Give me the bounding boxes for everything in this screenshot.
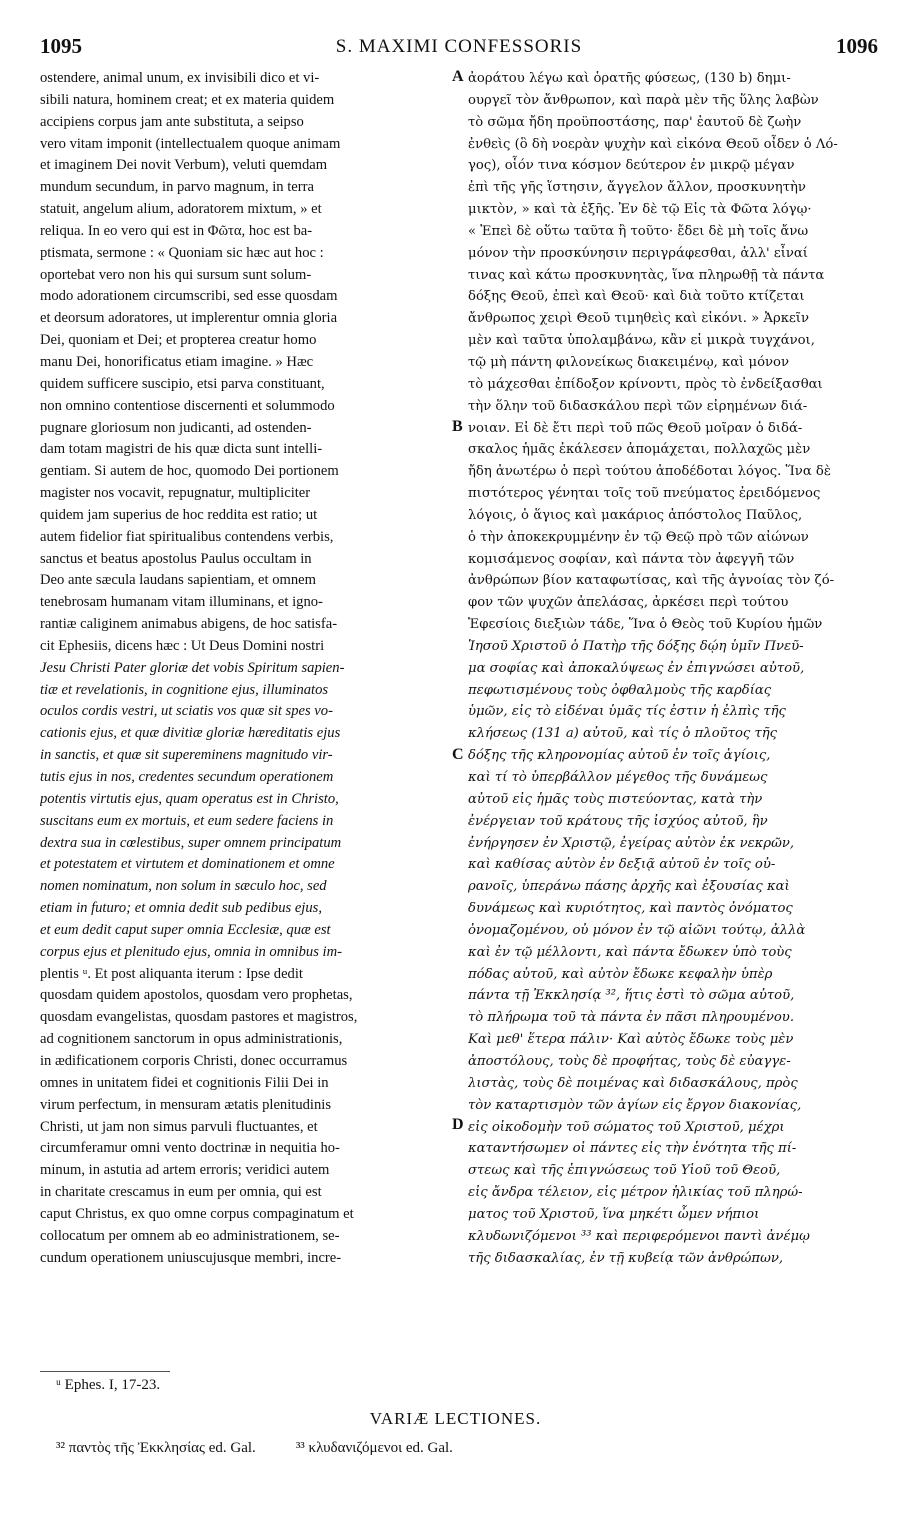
greek-line: ὁ τὴν ἀποκεκρυμμένην ἐν τῷ Θεῷ πρὸ τῶν αἰώνων (468, 529, 809, 545)
latin-line: quidem sufficere suscipio, etsi parva constituant, (40, 375, 325, 392)
greek-line: ἐνθεὶς (ὃ δὴ νοερὰν ψυχὴν καὶ εἰκόνα Θεοῦ οἶδεν ὁ Λό- (468, 136, 838, 152)
latin-line: tutis ejus in nos, credentes secundum operationem (40, 769, 334, 785)
greek-line: ἀποστόλους, τοὺς δὲ προφήτας, τοὺς δὲ εὐαγγε- (468, 1053, 791, 1069)
greek-line: φον τῶν ψυχῶν ἀπελάσας, ἀρκέσει περὶ τούτου (468, 595, 789, 611)
greek-line: τὸν καταρτισμὸν τῶν ἁγίων εἰς ἔργον διακονίας, (468, 1097, 802, 1113)
latin-line: minum, in astutia ad artem erroris; veridici autem (40, 1162, 330, 1179)
latin-line: quosdam evangelistas, quosdam pastores et magistros, (40, 1009, 358, 1026)
greek-line: ἐπὶ τῆς γῆς ἵστησιν, ἄγγελον ἄλλον, προσκυνητὴν (468, 180, 806, 196)
latin-line: in sanctis, et quæ sit supereminens magnitudo vir- (40, 747, 333, 764)
greek-line: κομισάμενος σοφίαν, καὶ πάντα τὸν ἀφεγγῆ τῶν (468, 551, 795, 567)
latin-line: cit Ephesiis, dicens hæc : Ut Deus Domini nostri (40, 637, 325, 654)
greek-line: κλυδωνιζόμενοι ³³ καὶ περιφερόμενοι παντὶ ἀνέμῳ (468, 1228, 810, 1244)
greek-line: μόνον τὴν προσκύνησιν περιγράφεσθαι, ἀλλ' εἶναί (468, 245, 808, 261)
latin-line: in charitate crescamus in eum per omnia, qui est (40, 1184, 322, 1201)
greek-line: ἀνθρώπων βίον καταφωτίσας, καὶ τῆς ἀγνοίας τὸν ζό- (468, 573, 835, 589)
latin-line: in ædificationem corporis Christi, donec occurramus (40, 1052, 348, 1069)
latin-line: pugnare gloriosum non judicanti, ad ostenden- (40, 419, 312, 436)
latin-line: et deorsum adoratores, ut implerentur omnia gloria (40, 310, 338, 327)
latin-line: caput Christus, ex quo omne corpus compaginatum et (40, 1205, 354, 1222)
latin-line: reliqua. In eo vero qui est in Φῶτα, hoc est ba- (40, 222, 313, 239)
greek-line: στεως καὶ τῆς ἐπιγνώσεως τοῦ Υἱοῦ τοῦ Θεοῦ, (468, 1163, 781, 1179)
latin-line: etiam in futuro; et omnia dedit sub pedibus ejus, (40, 900, 322, 917)
latin-line: Christi, ut jam non simus parvuli fluctuantes, et (40, 1118, 318, 1135)
latin-line: Dei, quoniam et Dei; et propterea creatur homo (40, 332, 317, 349)
latin-line: Deo ante sæcula laudans sapientiam, et omnem (40, 572, 316, 589)
latin-line: nomen nominatum, non solum in sæculo hoc, sed (40, 878, 327, 895)
greek-line: ἄνθρωπος χειρὶ Θεοῦ τιμηθεὶς καὶ εἰκόνι. » Ἀρκεῖν (468, 311, 809, 327)
latin-line: ad cognitionem sanctorum in opus administrationis, (40, 1031, 343, 1048)
latin-line: et potestatem et virtutem et dominationem et omne (40, 856, 335, 873)
latin-line: virum perfectum, in mensuram ætatis plenitudinis (40, 1096, 332, 1113)
greek-line: γος), οἷόν τινα κόσμον δεύτερον ἐν μικρῷ μέγαν (468, 158, 795, 174)
greek-line: τὸ σῶμα ἤδη προϋποστάσης, παρ' ἑαυτοῦ δὲ ζωὴν (468, 114, 802, 130)
footnote-rule (40, 1371, 170, 1372)
greek-line: μὲν καὶ ταῦτα ὑπολαμβάνω, κἂν εἰ μικρὰ τυγχάνοι, (468, 333, 815, 349)
latin-line: dam totam magistri de his quæ dicta sunt intelli- (40, 441, 323, 458)
greek-line: μικτὸν, » καὶ τὰ ἑξῆς. Ἐν δὲ τῷ Εἰς τὰ Φῶτα λόγῳ· (468, 202, 812, 218)
latin-line: oportebat vero non his qui sursum sunt solum- (40, 266, 312, 283)
greek-line: ουργεῖ τὸν ἄνθρωπον, καὶ παρὰ μὲν τῆς ὕλης λαβὼν (468, 92, 819, 108)
running-title: S. MAXIMI CONFESSORIS (335, 36, 583, 57)
greek-line: κλήσεως (131 a) αὐτοῦ, καὶ τίς ὁ πλοῦτος τῆς (468, 726, 778, 742)
greek-line: εἰς ἄνδρα τέλειον, εἰς μέτρον ἡλικίας τοῦ πληρώ- (468, 1185, 803, 1201)
latin-line: suscitans eum ex mortuis, et eum sedere faciens in (40, 812, 334, 829)
latin-line: cundum operationem uniuscujusque membri, incre- (40, 1249, 342, 1266)
greek-line: τῷ μὴ πάντη φιλονείκως διακειμένῳ, καὶ μόνον (468, 354, 789, 370)
greek-line: καταντήσωμεν οἱ πάντες εἰς τὴν ἑνότητα τῆς πί- (468, 1141, 797, 1157)
greek-line: πόδας αὐτοῦ, καὶ αὐτὸν ἔδωκε κεφαλὴν ὑπὲρ (468, 966, 773, 982)
footnote: ᵘ Ephes. I, 17-23. (56, 1377, 161, 1393)
latin-line: oculos cordis vestri, ut sciatis vos quæ sit spes vo- (40, 703, 333, 720)
latin-line: modo adorationem circumscribi, sed esse quosdam (40, 288, 338, 305)
latin-line: dextra sua in cœlestibus, super omnem principatum (40, 834, 342, 851)
greek-line: ὀνομαζομένου, οὐ μόνον ἐν τῷ αἰῶνι τούτῳ, ἀλλὰ (468, 922, 806, 938)
greek-line: « Ἐπεὶ δὲ οὕτω ταῦτα ἢ τοῦτο· ἔδει δὲ μὴ τοῖς ἄνω (468, 223, 809, 239)
greek-line: λιστὰς, τοὺς δὲ ποιμένας καὶ διδασκάλους, πρὸς (468, 1075, 798, 1091)
greek-line: Ἰησοῦ Χριστοῦ ὁ Πατὴρ τῆς δόξης δῴη ὑμῖν Πνεῦ- (468, 638, 804, 654)
margin-letter-a: A (452, 68, 464, 85)
variae-lectiones-title: VARIÆ LECTIONES. (369, 1409, 542, 1428)
greek-line: Καὶ μεθ' ἕτερα πάλιν· Καὶ αὐτὸς ἔδωκε τοὺς μὲν (468, 1032, 794, 1048)
margin-letter-c: C (452, 746, 464, 763)
variant-note-33: ³³ κλυδανιζόμενοι ed. Gal. (295, 1440, 453, 1456)
latin-column (40, 68, 448, 1269)
margin-letter-b: B (452, 418, 463, 435)
latin-line: autem fidelior fiat spiritualibus contendens verbis, (40, 528, 334, 545)
greek-line: ἐνήργησεν ἐν Χριστῷ, ἐγείρας αὐτὸν ἐκ νεκρῶν, (468, 835, 795, 851)
latin-line: et imaginem Dei novit Verbum), veluti quemdam (40, 157, 328, 174)
latin-line: vero vitam imponit (intellectualem quoque animam (40, 135, 341, 152)
greek-line: Ἐφεσίοις διεξιὼν τάδε, Ἵνα ὁ Θεὸς τοῦ Κυρίου ἡμῶν (468, 617, 823, 633)
greek-line: ἀοράτου λέγω καὶ ὁρατῆς φύσεως, (130 b) δημι- (468, 71, 791, 86)
greek-line: αὐτοῦ εἰς ἡμᾶς τοὺς πιστεύοντας, κατὰ τὴν (468, 791, 763, 807)
greek-line: πάντα τῇ Ἐκκλησίᾳ ³², ἥτις ἐστὶ τὸ σῶμα αὐτοῦ, (468, 988, 795, 1004)
latin-line: circumferamur omni vento doctrinæ in nequitia ho- (40, 1140, 340, 1157)
latin-line: tiæ et revelationis, in cognitione ejus, illuminatos (40, 681, 329, 698)
greek-line: τὴν ὅλην τοῦ διδασκάλου περὶ τῶν εἰρημένων διά- (468, 398, 808, 414)
latin-line: et eum dedit caput super omnia Ecclesiæ, quæ est (40, 921, 331, 938)
latin-line: corpus ejus et plenitudo ejus, omnia in omnibus im- (40, 943, 342, 960)
latin-line: ostendere, animal unum, ex invisibili dico et vi- (40, 70, 320, 86)
variant-note-32: ³² παντὸς τῆς Ἐκκλησίας ed. Gal. (56, 1440, 256, 1456)
latin-line: magister nos vocavit, repugnatur, multipliciter (40, 485, 311, 502)
greek-line: σκαλος ἡμᾶς ἐκάλεσεν ἀπομάχεται, πολλαχῶς μὲν (468, 442, 811, 458)
variae-lectiones (56, 1440, 453, 1457)
latin-line: manu Dei, honorificatus etiam imagine. » Hæc (40, 353, 314, 370)
greek-line: εἰς οἰκοδομὴν τοῦ σώματος τοῦ Χριστοῦ, μέχρι (468, 1119, 785, 1135)
greek-line: ρανοῖς, ὑπεράνω πάσης ἀρχῆς καὶ ἐξουσίας καὶ (468, 879, 790, 895)
greek-line: ὑμῶν, εἰς τὸ εἰδέναι ὑμᾶς τίς ἐστιν ἡ ἐλπὶς τῆς (468, 704, 786, 720)
greek-line: τινας καὶ κάτω προσκυνητὰς, ἵνα πληρωθῇ τὰ πάντα (468, 267, 825, 283)
latin-line: gentiam. Si autem de hoc, quomodo Dei portionem (40, 463, 339, 480)
greek-line: τῆς διδασκαλίας, ἐν τῇ κυβείᾳ τῶν ἀνθρώπων, (468, 1250, 784, 1266)
latin-line: quidem jam superius de hoc reddita est ratio; ut (40, 506, 318, 523)
latin-line: potentis virtutis ejus, quam operatus est in Christo, (40, 790, 339, 807)
greek-column (468, 68, 880, 1269)
greek-line: πιστότερος γένηται τοῖς τοῦ πνεύματος ἐρειδόμενος (468, 486, 821, 502)
latin-line: rantiæ caliginem animabus abigens, de hoc satisfa- (40, 616, 338, 633)
latin-line: Jesu Christi Pater gloriæ det vobis Spiritum sapien- (40, 659, 345, 676)
greek-line: νοιαν. Εἰ δὲ ἔτι περὶ τοῦ πῶς Θεοῦ μοῖραν ὁ διδά- (468, 420, 803, 436)
left-page-number: 1095 (40, 34, 82, 58)
latin-line: omnes in unitatem fidei et cognitionis Filii Dei in (40, 1074, 329, 1091)
greek-line: πεφωτισμένους τοὺς ὀφθαλμοὺς τῆς καρδίας (468, 682, 772, 698)
latin-line: statuit, angelum alium, adoratorem mixtum, » et (40, 201, 322, 218)
greek-line: λόγοις, ὁ ἅγιος καὶ μακάριος ἀπόστολος Παῦλος, (468, 507, 803, 523)
margin-letter-d: D (452, 1116, 464, 1133)
greek-line: ἐνέργειαν τοῦ κράτους τῆς ἰσχύος αὐτοῦ, ἣν (468, 813, 768, 829)
latin-line: sibili natura, hominem creat; et ex materia quidem (40, 91, 335, 108)
latin-line: accipiens corpus jam ante substituta, a seipso (40, 113, 304, 130)
latin-line: sanctus et beatus apostolus Paulus occultam in (40, 550, 312, 567)
latin-line: ptismata, sermone : « Quoniam sic hæc aut hoc : (40, 244, 324, 261)
greek-line: μα σοφίας καὶ ἀποκαλύψεως ἐν ἐπιγνώσει αὐτοῦ, (468, 660, 805, 676)
greek-line: ἤδη ἀνωτέρω ὁ περὶ τούτου ἀποδέδοται λόγος. Ἵνα δὲ (468, 464, 831, 480)
latin-line: tenebrosam humanam vitam illuminans, et igno- (40, 594, 323, 611)
latin-line: quosdam quidem apostolos, quosdam vero prophetas, (40, 987, 353, 1004)
latin-line: non omnino contentiose discernenti et solummodo (40, 397, 335, 414)
greek-line: ματος τοῦ Χριστοῦ, ἵνα μηκέτι ὦμεν νήπιοι (468, 1206, 760, 1222)
greek-line: δόξης τῆς κληρονομίας αὐτοῦ ἐν τοῖς ἁγίοις, (468, 748, 771, 764)
latin-line: cationis ejus, et quæ divitiæ gloriæ hæreditatis ejus (40, 725, 341, 742)
greek-line: τὸ μάχεσθαι ἐπίδοξον κρίνοντι, πρὸς τὸ ἐνδείξασθαι (468, 376, 823, 392)
greek-line: καὶ ἐν τῷ μέλλοντι, καὶ πάντα ἔδωκεν ὑπὸ τοὺς (468, 944, 792, 960)
greek-line: δόξης Θεοῦ, ἐπεὶ καὶ Θεοῦ· καὶ διὰ τοῦτο κτίζεται (468, 289, 805, 305)
greek-line: καὶ καθίσας αὐτὸν ἐν δεξιᾷ αὐτοῦ ἐν τοῖς οὐ- (468, 857, 776, 873)
greek-line: καὶ τί τὸ ὑπερβάλλον μέγεθος τῆς δυνάμεως (468, 770, 768, 785)
latin-line: collocatum per omnem ab eo administrationem, se- (40, 1227, 340, 1244)
right-page-number: 1096 (836, 34, 878, 58)
page-header (40, 34, 878, 64)
greek-line: δυνάμεως καὶ κυριότητος, καὶ παντὸς ὀνόματος (468, 901, 793, 917)
greek-line: τὸ πλήρωμα τοῦ τὰ πάντα ἐν πᾶσι πληρουμένου. (468, 1010, 795, 1026)
latin-line: mundum secundum, in parvo magnum, in terra (40, 179, 314, 196)
latin-line: plentis ᵘ. Et post aliquanta iterum : Ipse dedit (40, 965, 303, 982)
